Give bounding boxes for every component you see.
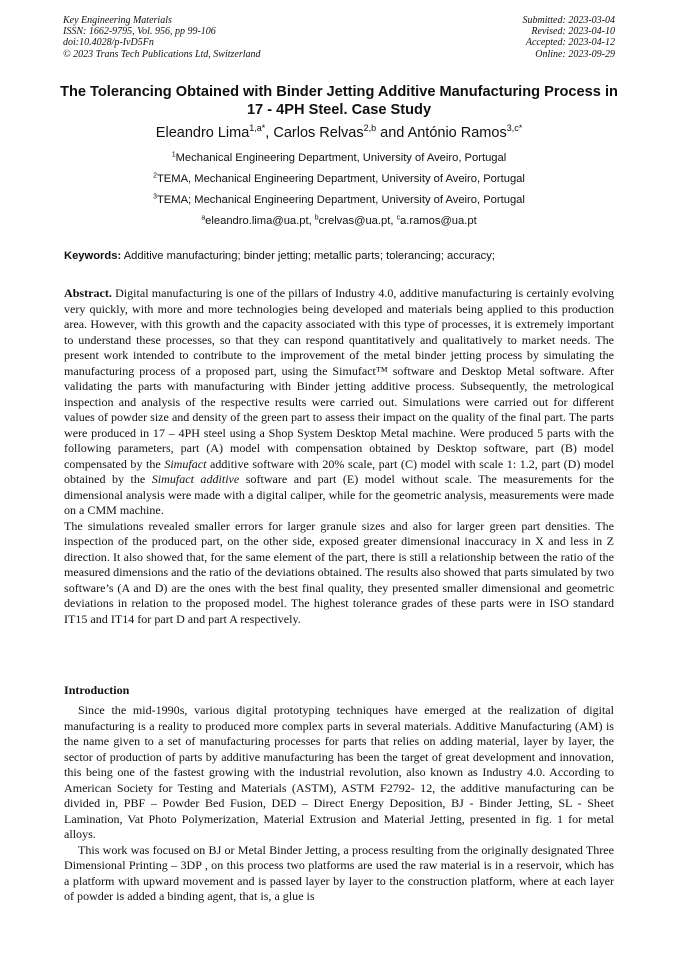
keywords-text: Additive manufacturing; binder jetting; metallic parts; tolerancing; accuracy; — [121, 250, 495, 262]
author-separator: and — [376, 125, 408, 141]
abstract-paragraph — [64, 286, 614, 519]
keywords-label: Keywords: — [64, 250, 122, 262]
email-list — [40, 213, 638, 234]
journal-header — [63, 15, 615, 63]
email-address[interactable]: a.ramos@ua.pt — [400, 215, 477, 227]
author-superscript: 2,b — [363, 123, 377, 134]
abstract-text: additive software with 20% scale, part (C) model with scale 1: 1.2, part (D) model obtained by the — [64, 456, 614, 486]
author-list — [40, 124, 638, 142]
journal-info — [63, 15, 261, 60]
date-submitted: Submitted: 2023-03-04 — [522, 15, 615, 26]
affiliation-superscript: 2 — [153, 172, 157, 180]
author-separator: , — [265, 125, 274, 141]
abstract-text: Digital manufacturing is one of the pillars of Industry 4.0, additive manufacturing is certainly evolving very quickly, with more and more technologies being developed and materials being applied to this production area. However, with this growth and the capacity associated with this type of processes, it is extremely important to understand these processes, so that they can respond quantitatively and qualitatively to market needs. The present work intended to contribute to the improvement of the metal binder jetting process by simulating the manufacturing process of a proposed part, using the Simufact™ software and Desktop Metal software. After validating the parts with manufacturing with Binder jetting additive process. Subsequently, the metrological inspection and analysis of the respective results were carried out. Simulations were carried out for different values of powder size and density of the green part to assess their impact on the quality of the final part. The parts were produced in 17 – 4PH steel using a Shop System Desktop Metal machine. Were produced 5 parts with the following parameters, part (A) model with compensation obtained by Desktop software, part (B) model compensated by the — [64, 286, 614, 471]
abstract-label: Abstract. — [64, 286, 112, 300]
introduction-paragraph: Since the mid-1990s, various digital prototyping techniques have emerged at the realization of digital manufacturing is a reality to produced more complex parts in several materials. Additive Manufacturing (AM) is the name given to a set of manufacturing processes for parts that relies on adding material, layer by layer, the sector of production of parts by additive manufacturing has been the target of great development and innovation, this being one of the fastest growing with the industrial revolution, also known as Industry 4.0. According to American Society for Testing and Materials (ASTM), ASTM F2792- 12, the additive manufacturing can be divided in, PBF – Powder Bed Fusion, DED – Direct Energy Deposition, BJ - Binder Jetting, SL - Sheet Lamination, Vat Photo Polymerization, Material Extrusion and Material Jetting, presented in fig. 1 for metal alloys. — [64, 703, 614, 841]
journal-name: Key Engineering Materials — [63, 15, 172, 26]
keywords — [64, 249, 618, 264]
abstract-text: software and part (E) model without scale. The measurements for the dimensional analysis were made with a digital caliper, while for the geometric analysis, measurements were made on a CMM machine. — [64, 472, 614, 517]
journal-doi[interactable]: doi:10.4028/p-IvD5Fn — [63, 37, 154, 49]
author-name: Carlos Relvas — [273, 125, 364, 141]
email-address[interactable]: crelvas@ua.pt, — [318, 215, 397, 227]
journal-copyright: © 2023 Trans Tech Publications Ltd, Switzerland — [63, 48, 261, 60]
paper-title: The Tolerancing Obtained with Binder Jetting Additive Manufacturing Process in 17 - 4PH Steel. Case Study — [60, 84, 618, 118]
author-superscript: 1,a* — [249, 123, 266, 134]
email-superscript: c — [396, 214, 401, 222]
affiliation-superscript: 3 — [153, 193, 157, 201]
email-superscript: a — [201, 214, 206, 222]
affiliation — [40, 171, 638, 192]
date-accepted: Accepted: 2023-04-12 — [525, 37, 615, 49]
abstract-paragraph: The simulations revealed smaller errors for larger granule sizes and also for larger green part densities. The inspection of the produced part, on the other side, exposed greater dimensional inaccuracy in X and less in Z direction. It also showed that, for the same element of the part, there is still a relationship between the ratio of the measured dimensions and the ratio of the deviations obtained. The results also showed that parts simulated by two software’s (A and D) are the ones with the best final quality, they presented smaller dimensional and geometric deviations in relation to the proposed model. The highest tolerance grades of these parts were in ISO standard IT15 and IT14 for part D and part A respectively. — [64, 518, 614, 626]
abstract-italic: Simufact — [164, 456, 207, 471]
date-online: Online: 2023-09-29 — [535, 48, 615, 60]
abstract-italic: Simufact additive — [151, 472, 240, 486]
affiliation — [40, 192, 638, 213]
journal-issn: ISSN: 1662-9795, Vol. 956, pp 99-106 — [63, 26, 216, 38]
affiliation-list — [40, 150, 638, 234]
introduction-paragraph: This work was focused on BJ or Metal Binder Jetting, a process resulting from the originally designated Three Dimensional Printing – 3DP , on this process two platforms are used the raw material is in a reservoir, which has a platform with upward movement and is passed layer by layer to the construction platform, where at each layer of powder is added a binding agent, that is, a glue is — [64, 842, 614, 903]
introduction-heading: Introduction — [64, 683, 130, 697]
affiliation-text: TEMA; Mechanical Engineering Department, University of Aveiro, Portugal — [156, 194, 525, 206]
author-superscript: 3,c* — [506, 123, 523, 134]
affiliation — [40, 150, 638, 171]
date-revised: Revised: 2023-04-10 — [531, 26, 615, 38]
email-address[interactable]: eleandro.lima@ua.pt, — [205, 215, 315, 227]
abstract — [64, 286, 614, 627]
author-name: António Ramos — [407, 125, 507, 141]
affiliation-superscript: 1 — [171, 151, 176, 159]
email-superscript: b — [314, 214, 319, 222]
affiliation-text: TEMA, Mechanical Engineering Department, University of Aveiro, Portugal — [156, 173, 525, 185]
affiliation-text: Mechanical Engineering Department, University of Aveiro, Portugal — [175, 152, 507, 164]
author-name: Eleandro Lima — [155, 125, 250, 141]
introduction-body — [64, 703, 614, 905]
publication-dates — [523, 15, 616, 60]
